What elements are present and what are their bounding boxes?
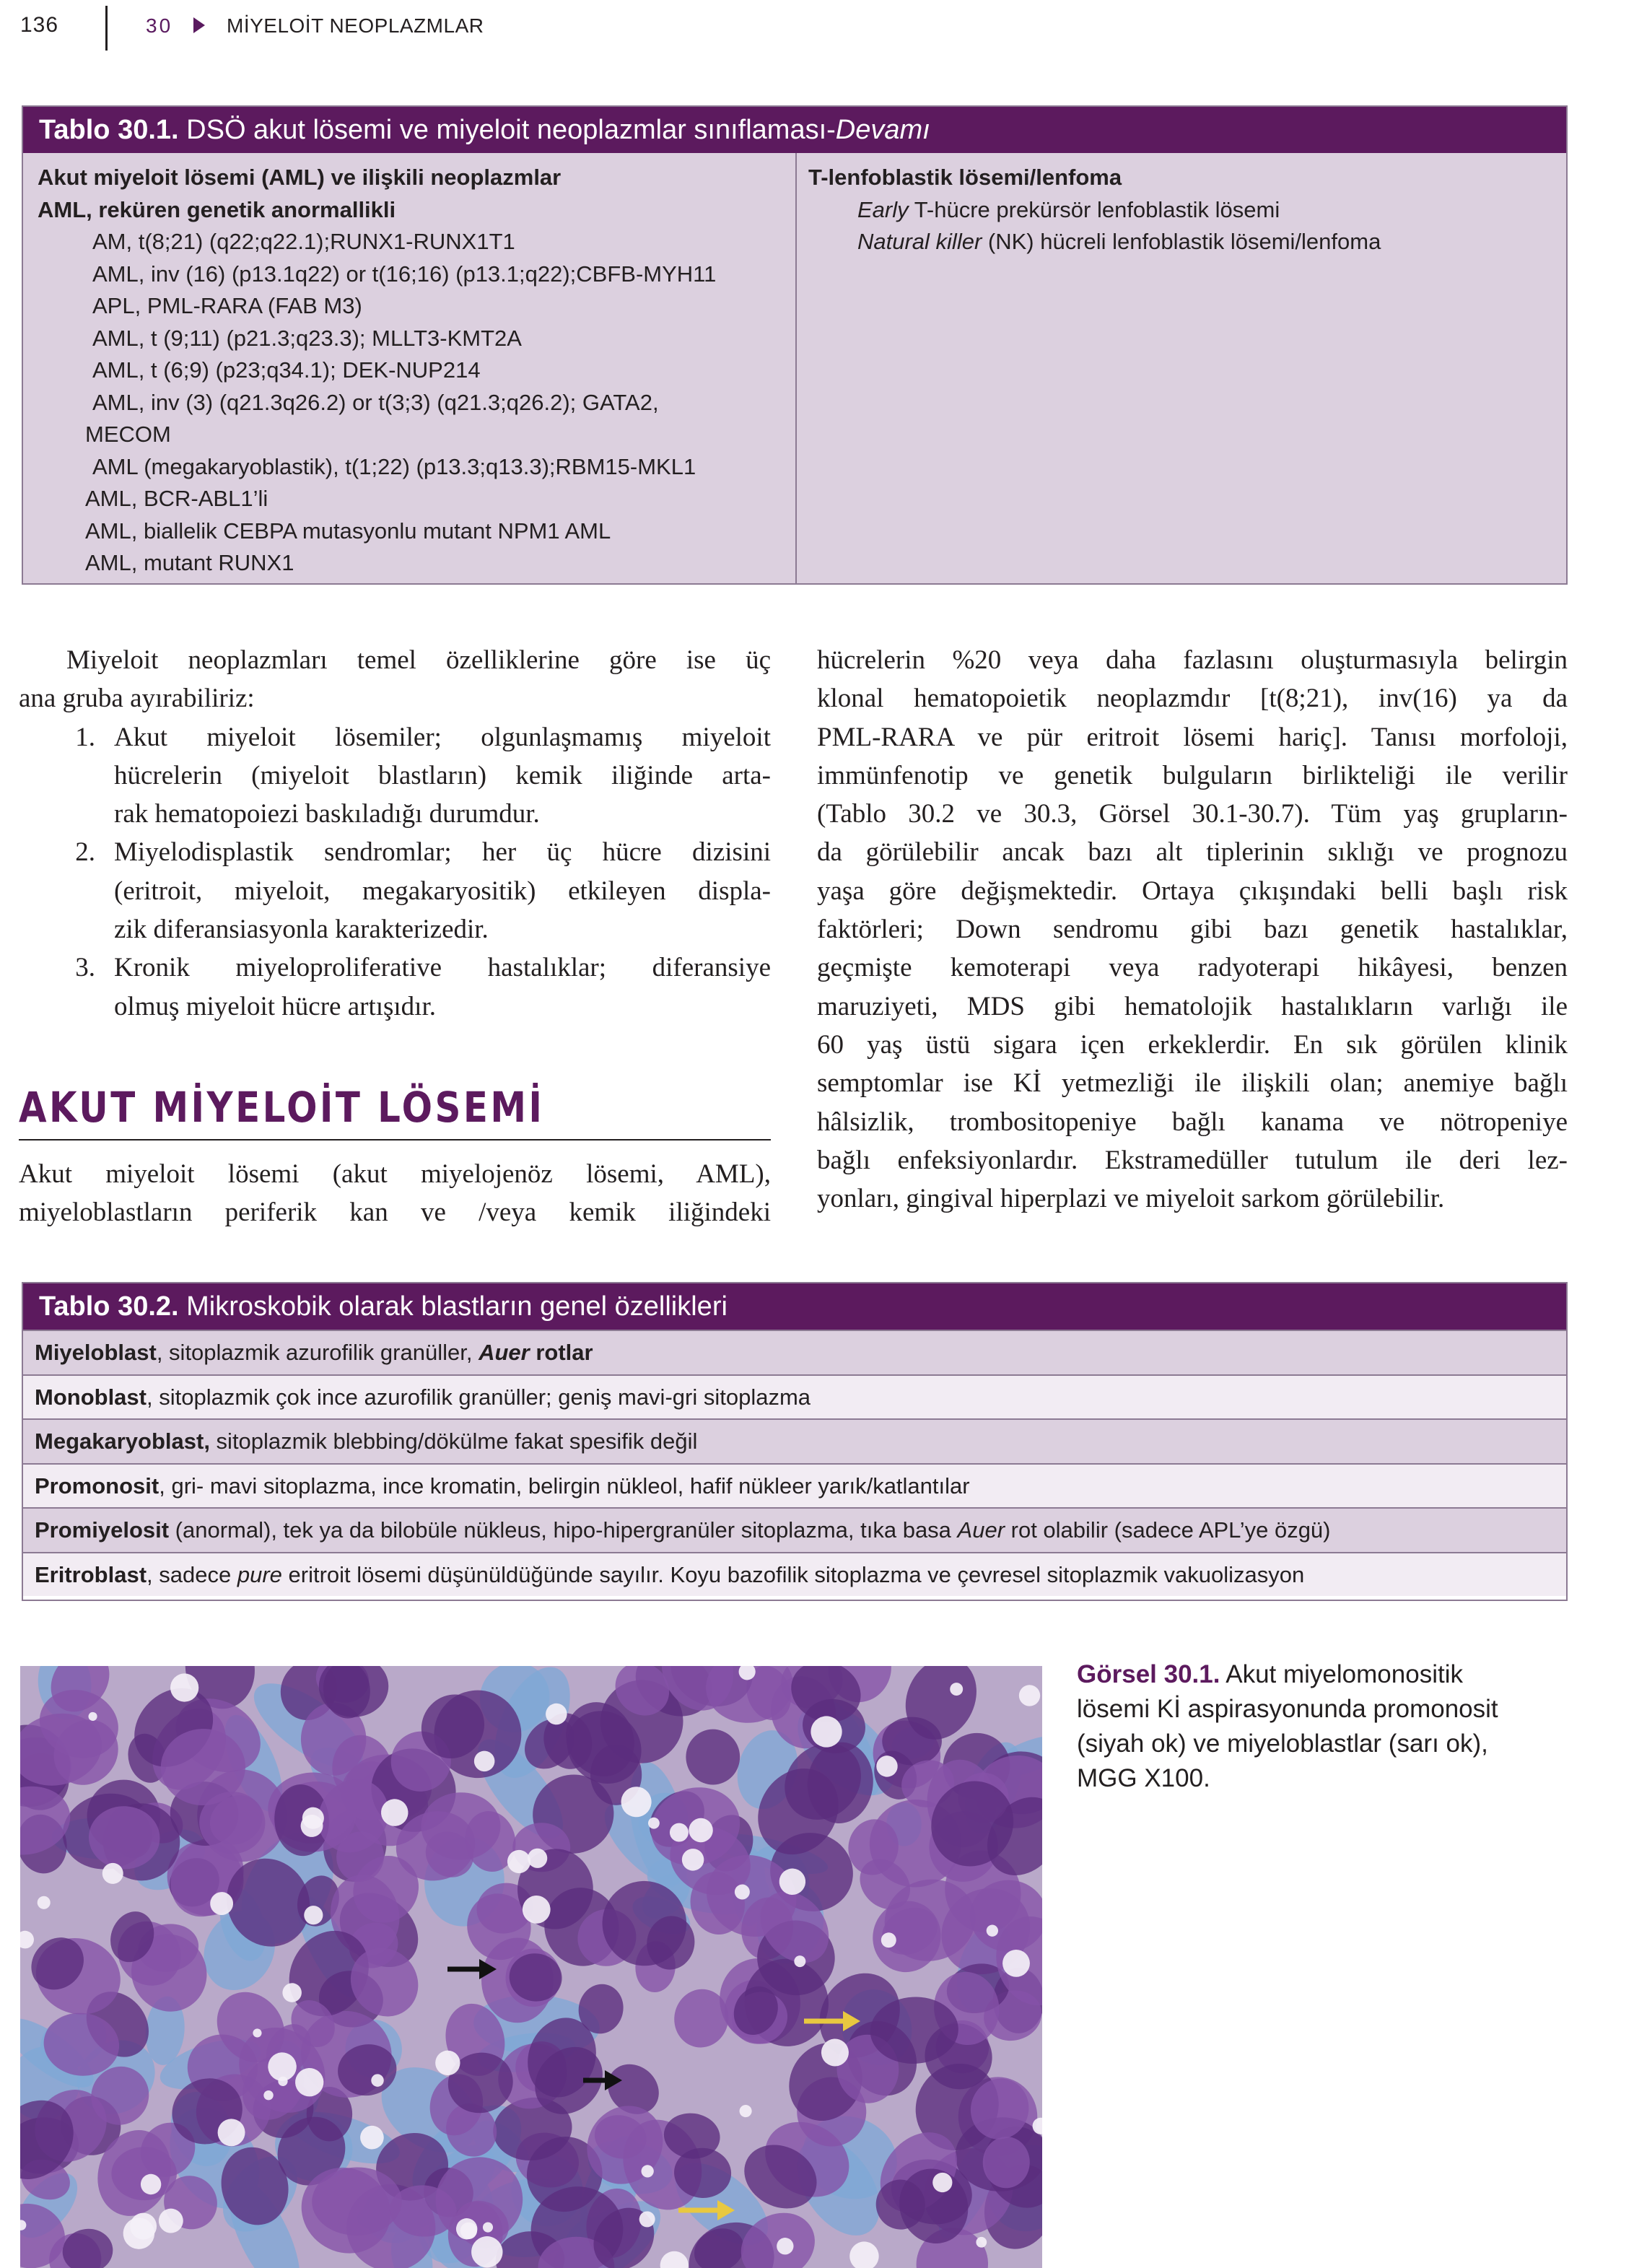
caption-line: lösemi Kİ aspirasyonunda promonosit bbox=[1077, 1695, 1498, 1723]
table-item bbox=[808, 226, 1566, 258]
blast-term-italic: Auer bbox=[479, 1340, 530, 1365]
blast-term: Promiyelosit bbox=[35, 1517, 170, 1543]
section-heading: AKUT MİYELOİT LÖSEMİ bbox=[19, 1083, 545, 1132]
caption-line: (siyah ok) ve miyeloblastlar (sarı ok), bbox=[1077, 1730, 1488, 1758]
table-item: AML, inv (16) (p13.1q22) or t(16;16) (p13.1;q22);CBFB-MYH11 bbox=[92, 261, 717, 287]
paragraph-line: Miyeloit neoplazmları temel özelliklerine göre ise üç bbox=[66, 645, 771, 675]
list-number: 2. bbox=[75, 837, 95, 868]
blast-term-suffix: rotlar bbox=[529, 1340, 593, 1365]
paragraph-line: (Tablo 30.2 ve 30.3, Görsel 30.1-30.7). Tüm yaş grupların- bbox=[817, 799, 1568, 829]
table-item-italic: Natural killer bbox=[857, 229, 982, 254]
table-item: MECOM bbox=[85, 422, 171, 447]
list-line: olmuş miyeloit hücre artışıdır. bbox=[114, 991, 436, 1021]
blast-term: Monoblast bbox=[35, 1384, 147, 1410]
paragraph-line: Akut miyeloit lösemi (akut miyelojenöz lösemi, AML), bbox=[19, 1159, 771, 1189]
list-line: Kronik miyeloproliferative hastalıklar; diferansiye bbox=[114, 953, 771, 983]
page-number: 136 bbox=[20, 13, 59, 37]
table-30-1-header bbox=[23, 107, 1566, 153]
table-item: AM, t(8;21) (q22;q22.1);RUNX1-RUNX1T1 bbox=[92, 229, 515, 254]
table-30-2-header bbox=[23, 1283, 1566, 1330]
blast-description-italic: pure bbox=[237, 1561, 282, 1587]
blast-description-end: eritroit lösemi düşünüldüğünde sayılır. Koyu bazofilik sitoplazma ve çevresel sitoplazmik vakuolizasyon bbox=[281, 1561, 1305, 1587]
list-item bbox=[19, 948, 771, 1026]
paragraph-line: da görülebilir ancak bazı alt tiplerinin sıklığı ve prognozu bbox=[817, 837, 1568, 868]
table-item-text: (NK) hücreli lenfoblastik lösemi/lenfoma bbox=[982, 229, 1381, 254]
table-item: AML, biallelik CEBPA mutasyonlu mutant NPM1 AML bbox=[85, 518, 611, 544]
paragraph-line: immünfenotip ve genetik bulguların birlikteliği ile verilir bbox=[817, 760, 1568, 790]
table-30-1-right-column bbox=[797, 153, 1566, 583]
section-divider bbox=[19, 1139, 771, 1140]
blast-description: , gri- mavi sitoplazma, ince kromatin, belirgin nükleol, hafif nükleer yarık/katlantılar bbox=[159, 1473, 970, 1499]
paragraph-line: ana gruba ayırabiliriz: bbox=[19, 684, 255, 714]
table-item-text: T-hücre prekürsör lenfoblastik lösemi bbox=[908, 196, 1280, 222]
blast-term: Eritroblast bbox=[35, 1561, 147, 1587]
header-divider bbox=[105, 6, 108, 51]
table-heading: Akut miyeloit lösemi (AML) ve ilişkili neoplazmlar bbox=[38, 165, 562, 190]
list-line: rak hematopoiezi baskıladığı durumdur. bbox=[114, 799, 540, 829]
caption-line: MGG X100. bbox=[1077, 1764, 1210, 1792]
table-title: DSÖ akut lösemi ve miyeloit neoplazmlar sınıflaması- bbox=[178, 115, 836, 145]
running-section-title: MİYELOİT NEOPLAZMLAR bbox=[227, 14, 484, 37]
table-30-1 bbox=[22, 105, 1568, 585]
table-item: AML, inv (3) (q21.3q26.2) or t(3;3) (q21.3;q26.2); GATA2, bbox=[92, 389, 659, 415]
blast-description: , sitoplazmik çok ince azurofilik granüller; geniş mavi-gri sitoplazma bbox=[147, 1384, 811, 1410]
table-title: Mikroskobik olarak blastların genel özellikleri bbox=[178, 1291, 728, 1322]
paragraph-line: PML-RARA ve pür eritroit lösemi hariç]. Tanısı morfoloji, bbox=[817, 722, 1568, 752]
blast-term: Miyeloblast bbox=[35, 1340, 157, 1365]
table-row bbox=[23, 1418, 1566, 1463]
chapter-number: 30 bbox=[146, 14, 173, 37]
table-heading: T-lenfoblastik lösemi/lenfoma bbox=[808, 165, 1122, 190]
table-row bbox=[23, 1330, 1566, 1374]
cytoplasmic-vacuole bbox=[170, 1673, 198, 1701]
blast-description: , sadece bbox=[147, 1561, 237, 1587]
list-line: hücrelerin (miyeloit blastların) kemik iliğinde arta- bbox=[114, 760, 771, 790]
body-right-column bbox=[817, 641, 1568, 1218]
blast-description: sitoplazmik blebbing/dökülme fakat spesifik değil bbox=[209, 1429, 698, 1454]
blast-description-italic: Auer bbox=[957, 1517, 1005, 1543]
blast-description-end: rot olabilir (sadece APL’ye özgü) bbox=[1005, 1517, 1331, 1543]
blast-description: , sitoplazmik azurofilik granüller, bbox=[156, 1340, 479, 1365]
list-line: (eritroit, miyeloit, megakaryositik) etkileyen displa- bbox=[114, 876, 771, 906]
blast-description: (anormal), tek ya da bilobüle nükleus, hipo-hipergranüler sitoplazma, tıka basa bbox=[169, 1517, 958, 1543]
list-line: zik diferansiasyonla karakterizedir. bbox=[114, 915, 489, 945]
paragraph-line: yaşa göre değişmektedir. Ortaya çıkışındaki belli başlı risk bbox=[817, 876, 1568, 906]
list-number: 1. bbox=[75, 722, 95, 752]
list-item bbox=[19, 833, 771, 948]
paragraph-line: maruziyeti, MDS gibi hematolojik hastalıkların varlığı ile bbox=[817, 991, 1568, 1021]
paragraph-line: bağlı enfeksiyonlardır. Ekstramedüller tutulum ile deri lez- bbox=[817, 1145, 1568, 1175]
table-title-suffix: Devamı bbox=[835, 115, 930, 145]
paragraph-line: klonal hematopoietik neoplazmdır [t(8;21), inv(16) ya da bbox=[817, 684, 1568, 714]
table-30-1-left-column bbox=[23, 153, 797, 583]
figure-caption bbox=[1077, 1657, 1568, 1796]
list-line: Akut miyeloit lösemiler; olgunlaşmamış miyeloit bbox=[114, 722, 771, 752]
bone-marrow-micrograph bbox=[20, 1666, 1042, 2268]
paragraph-line: 60 yaş üstü sigara içen erkeklerdir. En sık görülen klinik bbox=[817, 1029, 1568, 1060]
paragraph-line: yonları, gingival hiperplazi ve miyeloit sarkom görülebilir. bbox=[817, 1184, 1445, 1214]
table-label: Tablo 30.2. bbox=[39, 1291, 179, 1322]
table-item: AML, t (9;11) (p21.3;q23.3); MLLT3-KMT2A bbox=[92, 325, 522, 351]
table-item: APL, PML-RARA (FAB M3) bbox=[92, 293, 362, 318]
table-subheading: AML, reküren genetik anormallikli bbox=[38, 196, 396, 222]
paragraph-line: miyeloblastların periferik kan ve /veya kemik iliğindeki bbox=[19, 1198, 771, 1228]
paragraph-line: hâlsizlik, trombositopeniye bağlı kanama ve nötropeniye bbox=[817, 1107, 1568, 1137]
table-item: AML, t (6;9) (p23;q34.1); DEK-NUP214 bbox=[92, 357, 481, 383]
list-item bbox=[19, 718, 771, 834]
paragraph-line: semptomlar ise Kİ yetmezliği ile ilişkili olan; anemiye bağlı bbox=[817, 1068, 1568, 1099]
table-row bbox=[23, 1507, 1566, 1552]
table-label: Tablo 30.1. bbox=[39, 115, 179, 145]
caption-line: Akut miyelomonositik bbox=[1220, 1660, 1463, 1688]
paragraph-line: hücrelerin %20 veya daha fazlasını oluşturmasıyla belirgin bbox=[817, 645, 1568, 675]
cell-nucleus bbox=[111, 2147, 177, 2200]
table-row bbox=[23, 1374, 1566, 1419]
table-item: AML, mutant RUNX1 bbox=[85, 550, 294, 575]
table-item-italic: Early bbox=[857, 196, 909, 222]
blast-term: Megakaryoblast, bbox=[35, 1429, 210, 1454]
table-row bbox=[23, 1463, 1566, 1508]
triangle-right-icon bbox=[193, 17, 205, 33]
micrograph-figure bbox=[20, 1666, 1042, 2268]
table-item: AML (megakaryoblastik), t(1;22) (p13.3;q13.3);RBM15-MKL1 bbox=[92, 453, 696, 479]
table-item: AML, BCR-ABL1’li bbox=[85, 486, 268, 511]
list-line: Miyelodisplastik sendromlar; her üç hücre dizisini bbox=[114, 837, 771, 868]
table-row bbox=[23, 1552, 1566, 1597]
table-item bbox=[808, 194, 1566, 227]
figure-label: Görsel 30.1. bbox=[1077, 1660, 1220, 1688]
aml-intro-paragraph bbox=[19, 1155, 771, 1232]
list-number: 3. bbox=[75, 953, 95, 983]
paragraph-line: geçmişte kemoterapi veya radyoterapi hikâyesi, benzen bbox=[817, 953, 1568, 983]
table-30-2 bbox=[22, 1282, 1568, 1601]
blast-term: Promonosit bbox=[35, 1473, 160, 1499]
paragraph-line: faktörleri; Down sendromu gibi bazı genetik hastalıklar, bbox=[817, 915, 1568, 945]
body-left-column bbox=[19, 641, 771, 1026]
